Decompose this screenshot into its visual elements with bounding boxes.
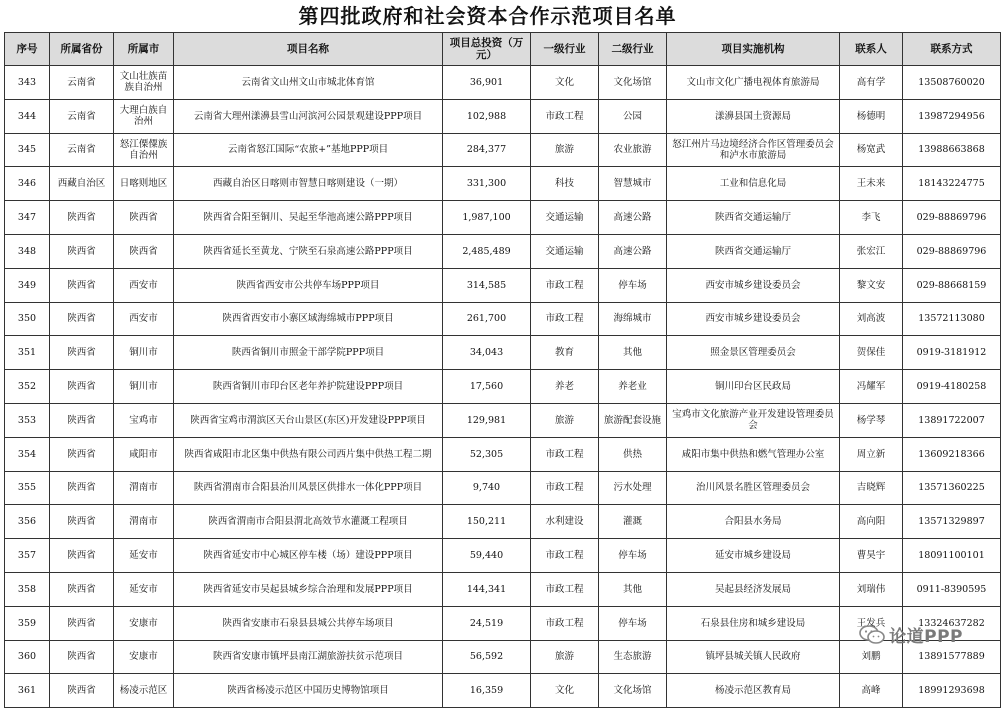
cell-agency: 延安市城乡建设局 — [667, 539, 840, 573]
cell-city: 西安市 — [114, 268, 174, 302]
cell-investment: 150,211 — [443, 505, 531, 539]
cell-phone: 13609218366 — [903, 437, 1001, 471]
cell-industry1: 市政工程 — [531, 471, 599, 505]
table-row — [5, 640, 1001, 674]
cell-investment: 129,981 — [443, 403, 531, 437]
cell-city: 陕西省 — [114, 234, 174, 268]
cell-province: 云南省 — [50, 99, 114, 133]
cell-industry1: 养老 — [531, 370, 599, 404]
cell-agency: 治川风景名胜区管理委员会 — [667, 471, 840, 505]
cell-city: 日喀则地区 — [114, 167, 174, 201]
cell-contact: 曹昊宇 — [840, 539, 903, 573]
cell-investment: 144,341 — [443, 572, 531, 606]
cell-province: 陕西省 — [50, 505, 114, 539]
cell-seq: 360 — [5, 640, 50, 674]
cell-seq: 348 — [5, 234, 50, 268]
cell-investment: 331,300 — [443, 167, 531, 201]
cell-contact: 杨学琴 — [840, 403, 903, 437]
header-investment: 项目总投资（万元） — [443, 33, 531, 66]
cell-province: 陕西省 — [50, 302, 114, 336]
wechat-icon — [859, 625, 885, 645]
cell-province: 陕西省 — [50, 471, 114, 505]
header-province: 所属省份 — [50, 33, 114, 66]
cell-investment: 24,519 — [443, 606, 531, 640]
table-row — [5, 99, 1001, 133]
cell-investment: 52,305 — [443, 437, 531, 471]
cell-industry1: 市政工程 — [531, 539, 599, 573]
table-row — [5, 674, 1001, 708]
cell-industry2: 污水处理 — [599, 471, 667, 505]
table-row — [5, 572, 1001, 606]
cell-name: 云南省大理州漾濞县雪山河滨河公园景观建设PPP项目 — [174, 99, 443, 133]
cell-name: 陕西省渭南市合阳县治川风景区供排水一体化PPP项目 — [174, 471, 443, 505]
cell-industry2: 农业旅游 — [599, 133, 667, 167]
cell-industry1: 旅游 — [531, 403, 599, 437]
table-row — [5, 336, 1001, 370]
cell-province: 陕西省 — [50, 606, 114, 640]
cell-agency: 吴起县经济发展局 — [667, 572, 840, 606]
cell-city: 杨凌示范区 — [114, 674, 174, 708]
header-phone: 联系方式 — [903, 33, 1001, 66]
cell-industry1: 文化 — [531, 66, 599, 100]
cell-province: 陕西省 — [50, 437, 114, 471]
cell-city: 延安市 — [114, 539, 174, 573]
cell-seq: 346 — [5, 167, 50, 201]
cell-industry2: 养老业 — [599, 370, 667, 404]
cell-city: 安康市 — [114, 640, 174, 674]
cell-seq: 357 — [5, 539, 50, 573]
cell-industry2: 停车场 — [599, 539, 667, 573]
cell-name: 陕西省西安市公共停车场PPP项目 — [174, 268, 443, 302]
cell-name: 陕西省安康市石泉县县城公共停车场项目 — [174, 606, 443, 640]
cell-seq: 359 — [5, 606, 50, 640]
cell-city: 铜川市 — [114, 336, 174, 370]
cell-industry1: 市政工程 — [531, 99, 599, 133]
cell-industry1: 市政工程 — [531, 302, 599, 336]
cell-industry2: 旅游配套设施 — [599, 403, 667, 437]
cell-investment: 34,043 — [443, 336, 531, 370]
cell-industry1: 市政工程 — [531, 606, 599, 640]
cell-name: 云南省怒江国际“农旅+”基地PPP项目 — [174, 133, 443, 167]
table-row — [5, 133, 1001, 167]
cell-phone: 13571329897 — [903, 505, 1001, 539]
cell-investment: 9,740 — [443, 471, 531, 505]
cell-province: 陕西省 — [50, 674, 114, 708]
cell-agency: 咸阳市集中供热和燃气管理办公室 — [667, 437, 840, 471]
table-row — [5, 606, 1001, 640]
cell-agency: 杨凌示范区教育局 — [667, 674, 840, 708]
cell-contact: 贺保佳 — [840, 336, 903, 370]
cell-seq: 358 — [5, 572, 50, 606]
cell-seq: 347 — [5, 201, 50, 235]
cell-phone: 0911-8390595 — [903, 572, 1001, 606]
cell-agency: 铜川印台区民政局 — [667, 370, 840, 404]
table-row — [5, 403, 1001, 437]
cell-investment: 59,440 — [443, 539, 531, 573]
cell-industry2: 高速公路 — [599, 234, 667, 268]
cell-phone: 13508760020 — [903, 66, 1001, 100]
table-row — [5, 268, 1001, 302]
cell-investment: 284,377 — [443, 133, 531, 167]
cell-industry2: 生态旅游 — [599, 640, 667, 674]
cell-industry2: 停车场 — [599, 268, 667, 302]
cell-city: 安康市 — [114, 606, 174, 640]
cell-province: 陕西省 — [50, 201, 114, 235]
cell-industry2: 文化场馆 — [599, 674, 667, 708]
cell-contact: 王发兵 — [840, 606, 903, 640]
cell-phone: 13324637282 — [903, 606, 1001, 640]
cell-industry1: 旅游 — [531, 133, 599, 167]
cell-industry2: 智慧城市 — [599, 167, 667, 201]
cell-contact: 冯耀军 — [840, 370, 903, 404]
cell-seq: 361 — [5, 674, 50, 708]
cell-agency: 镇坪县城关镇人民政府 — [667, 640, 840, 674]
table-row — [5, 66, 1001, 100]
cell-seq: 351 — [5, 336, 50, 370]
cell-investment: 16,359 — [443, 674, 531, 708]
cell-industry2: 停车场 — [599, 606, 667, 640]
cell-seq: 353 — [5, 403, 50, 437]
page-title: 第四批政府和社会资本合作示范项目名单 — [298, 4, 677, 28]
header-contact: 联系人 — [840, 33, 903, 66]
table-row — [5, 234, 1001, 268]
cell-phone: 13987294956 — [903, 99, 1001, 133]
cell-contact: 刘瑞伟 — [840, 572, 903, 606]
cell-contact: 周立新 — [840, 437, 903, 471]
cell-phone: 029-88869796 — [903, 234, 1001, 268]
watermark — [859, 622, 963, 647]
cell-province: 陕西省 — [50, 403, 114, 437]
cell-investment: 261,700 — [443, 302, 531, 336]
cell-province: 陕西省 — [50, 640, 114, 674]
cell-contact: 高向阳 — [840, 505, 903, 539]
cell-contact: 吉晓辉 — [840, 471, 903, 505]
cell-investment: 1,987,100 — [443, 201, 531, 235]
cell-contact: 杨宽武 — [840, 133, 903, 167]
cell-city: 咸阳市 — [114, 437, 174, 471]
cell-agency: 陕西省交通运输厅 — [667, 234, 840, 268]
cell-phone: 13572113080 — [903, 302, 1001, 336]
cell-agency: 照金景区管理委员会 — [667, 336, 840, 370]
cell-agency: 宝鸡市文化旅游产业开发建设管理委员会 — [667, 403, 840, 437]
cell-agency: 陕西省交通运输厅 — [667, 201, 840, 235]
cell-industry1: 交通运输 — [531, 201, 599, 235]
table-body — [5, 66, 1001, 708]
table-row — [5, 201, 1001, 235]
cell-province: 陕西省 — [50, 234, 114, 268]
cell-city: 怒江傈僳族自治州 — [114, 133, 174, 167]
cell-investment: 314,585 — [443, 268, 531, 302]
cell-phone: 13891722007 — [903, 403, 1001, 437]
cell-agency: 西安市城乡建设委员会 — [667, 302, 840, 336]
cell-seq: 350 — [5, 302, 50, 336]
cell-name: 陕西省安康市镇坪县南江湖旅游扶贫示范项目 — [174, 640, 443, 674]
cell-city: 渭南市 — [114, 505, 174, 539]
cell-phone: 18091100101 — [903, 539, 1001, 573]
cell-investment: 36,901 — [443, 66, 531, 100]
cell-seq: 343 — [5, 66, 50, 100]
cell-industry1: 旅游 — [531, 640, 599, 674]
cell-industry2: 其他 — [599, 336, 667, 370]
table-row — [5, 471, 1001, 505]
cell-contact: 王未来 — [840, 167, 903, 201]
table-row — [5, 539, 1001, 573]
table-row — [5, 505, 1001, 539]
cell-industry2: 高速公路 — [599, 201, 667, 235]
cell-contact: 高峰 — [840, 674, 903, 708]
cell-industry2: 海绵城市 — [599, 302, 667, 336]
cell-province: 云南省 — [50, 133, 114, 167]
cell-name: 西藏自治区日喀则市智慧日喀则建设（一期） — [174, 167, 443, 201]
cell-name: 陕西省延安市中心城区停车楼（场）建设PPP项目 — [174, 539, 443, 573]
header-row — [5, 33, 1001, 66]
cell-contact: 刘高波 — [840, 302, 903, 336]
cell-industry1: 水利建设 — [531, 505, 599, 539]
cell-name: 陕西省宝鸡市渭滨区天台山景区(东区)开发建设PPP项目 — [174, 403, 443, 437]
cell-contact: 杨德明 — [840, 99, 903, 133]
header-industry1: 一级行业 — [531, 33, 599, 66]
cell-name: 陕西省铜川市照金干部学院PPP项目 — [174, 336, 443, 370]
cell-phone: 13891577889 — [903, 640, 1001, 674]
cell-agency: 漾濞县国土资源局 — [667, 99, 840, 133]
watermark-text: 论道PPP — [889, 627, 963, 647]
cell-city: 渭南市 — [114, 471, 174, 505]
cell-name: 陕西省咸阳市北区集中供热有限公司西片集中供热工程二期 — [174, 437, 443, 471]
cell-city: 文山壮族苗族自治州 — [114, 66, 174, 100]
cell-industry1: 文化 — [531, 674, 599, 708]
cell-seq: 355 — [5, 471, 50, 505]
table-row — [5, 370, 1001, 404]
cell-agency: 石泉县住房和城乡建设局 — [667, 606, 840, 640]
cell-contact: 张宏江 — [840, 234, 903, 268]
cell-industry2: 文化场馆 — [599, 66, 667, 100]
cell-name: 陕西省杨凌示范区中国历史博物馆项目 — [174, 674, 443, 708]
cell-province: 云南省 — [50, 66, 114, 100]
cell-province: 陕西省 — [50, 572, 114, 606]
cell-industry2: 灌溉 — [599, 505, 667, 539]
cell-industry1: 市政工程 — [531, 268, 599, 302]
cell-investment: 17,560 — [443, 370, 531, 404]
cell-province: 陕西省 — [50, 539, 114, 573]
cell-industry2: 其他 — [599, 572, 667, 606]
cell-city: 大理白族自治州 — [114, 99, 174, 133]
cell-seq: 354 — [5, 437, 50, 471]
cell-name: 陕西省延长至黄龙、宁陕至石泉高速公路PPP项目 — [174, 234, 443, 268]
cell-phone: 029-88869796 — [903, 201, 1001, 235]
cell-name: 陕西省渭南市合阳县渭北高效节水灌溉工程项目 — [174, 505, 443, 539]
cell-city: 宝鸡市 — [114, 403, 174, 437]
cell-seq: 352 — [5, 370, 50, 404]
table-row — [5, 302, 1001, 336]
cell-province: 陕西省 — [50, 370, 114, 404]
cell-contact: 高有学 — [840, 66, 903, 100]
cell-industry1: 教育 — [531, 336, 599, 370]
cell-seq: 345 — [5, 133, 50, 167]
header-city: 所属市 — [114, 33, 174, 66]
header-agency: 项目实施机构 — [667, 33, 840, 66]
cell-city: 延安市 — [114, 572, 174, 606]
cell-industry1: 交通运输 — [531, 234, 599, 268]
cell-industry2: 供热 — [599, 437, 667, 471]
cell-name: 陕西省铜川市印台区老年养护院建设PPP项目 — [174, 370, 443, 404]
cell-contact: 黎文安 — [840, 268, 903, 302]
cell-name: 云南省文山州文山市城北体育馆 — [174, 66, 443, 100]
cell-investment: 2,485,489 — [443, 234, 531, 268]
cell-industry1: 科技 — [531, 167, 599, 201]
cell-phone: 18991293698 — [903, 674, 1001, 708]
cell-industry1: 市政工程 — [531, 572, 599, 606]
cell-province: 陕西省 — [50, 336, 114, 370]
cell-phone: 13988663868 — [903, 133, 1001, 167]
table-row — [5, 437, 1001, 471]
cell-seq: 344 — [5, 99, 50, 133]
cell-phone: 0919-3181912 — [903, 336, 1001, 370]
table-row — [5, 167, 1001, 201]
cell-province: 西藏自治区 — [50, 167, 114, 201]
cell-province: 陕西省 — [50, 268, 114, 302]
cell-seq: 349 — [5, 268, 50, 302]
cell-seq: 356 — [5, 505, 50, 539]
cell-phone: 029-88668159 — [903, 268, 1001, 302]
header-seq: 序号 — [5, 33, 50, 66]
cell-phone: 18143224775 — [903, 167, 1001, 201]
cell-agency: 工业和信息化局 — [667, 167, 840, 201]
cell-phone: 0919-4180258 — [903, 370, 1001, 404]
cell-industry2: 公园 — [599, 99, 667, 133]
cell-city: 铜川市 — [114, 370, 174, 404]
cell-agency: 西安市城乡建设委员会 — [667, 268, 840, 302]
cell-investment: 56,592 — [443, 640, 531, 674]
cell-contact: 李飞 — [840, 201, 903, 235]
header-name: 项目名称 — [174, 33, 443, 66]
project-table — [4, 32, 1001, 708]
cell-city: 陕西省 — [114, 201, 174, 235]
cell-agency: 怒江州片马边境经济合作区管理委员会和泸水市旅游局 — [667, 133, 840, 167]
cell-name: 陕西省延安市吴起县城乡综合治理和发展PPP项目 — [174, 572, 443, 606]
cell-name: 陕西省合阳至铜川、吴起至华池高速公路PPP项目 — [174, 201, 443, 235]
cell-phone: 13571360225 — [903, 471, 1001, 505]
cell-industry1: 市政工程 — [531, 437, 599, 471]
cell-investment: 102,988 — [443, 99, 531, 133]
header-industry2: 二级行业 — [599, 33, 667, 66]
cell-name: 陕西省西安市小寨区域海绵城市PPP项目 — [174, 302, 443, 336]
cell-agency: 合阳县水务局 — [667, 505, 840, 539]
cell-city: 西安市 — [114, 302, 174, 336]
cell-contact: 刘鹏 — [840, 640, 903, 674]
cell-agency: 文山市文化广播电视体育旅游局 — [667, 66, 840, 100]
